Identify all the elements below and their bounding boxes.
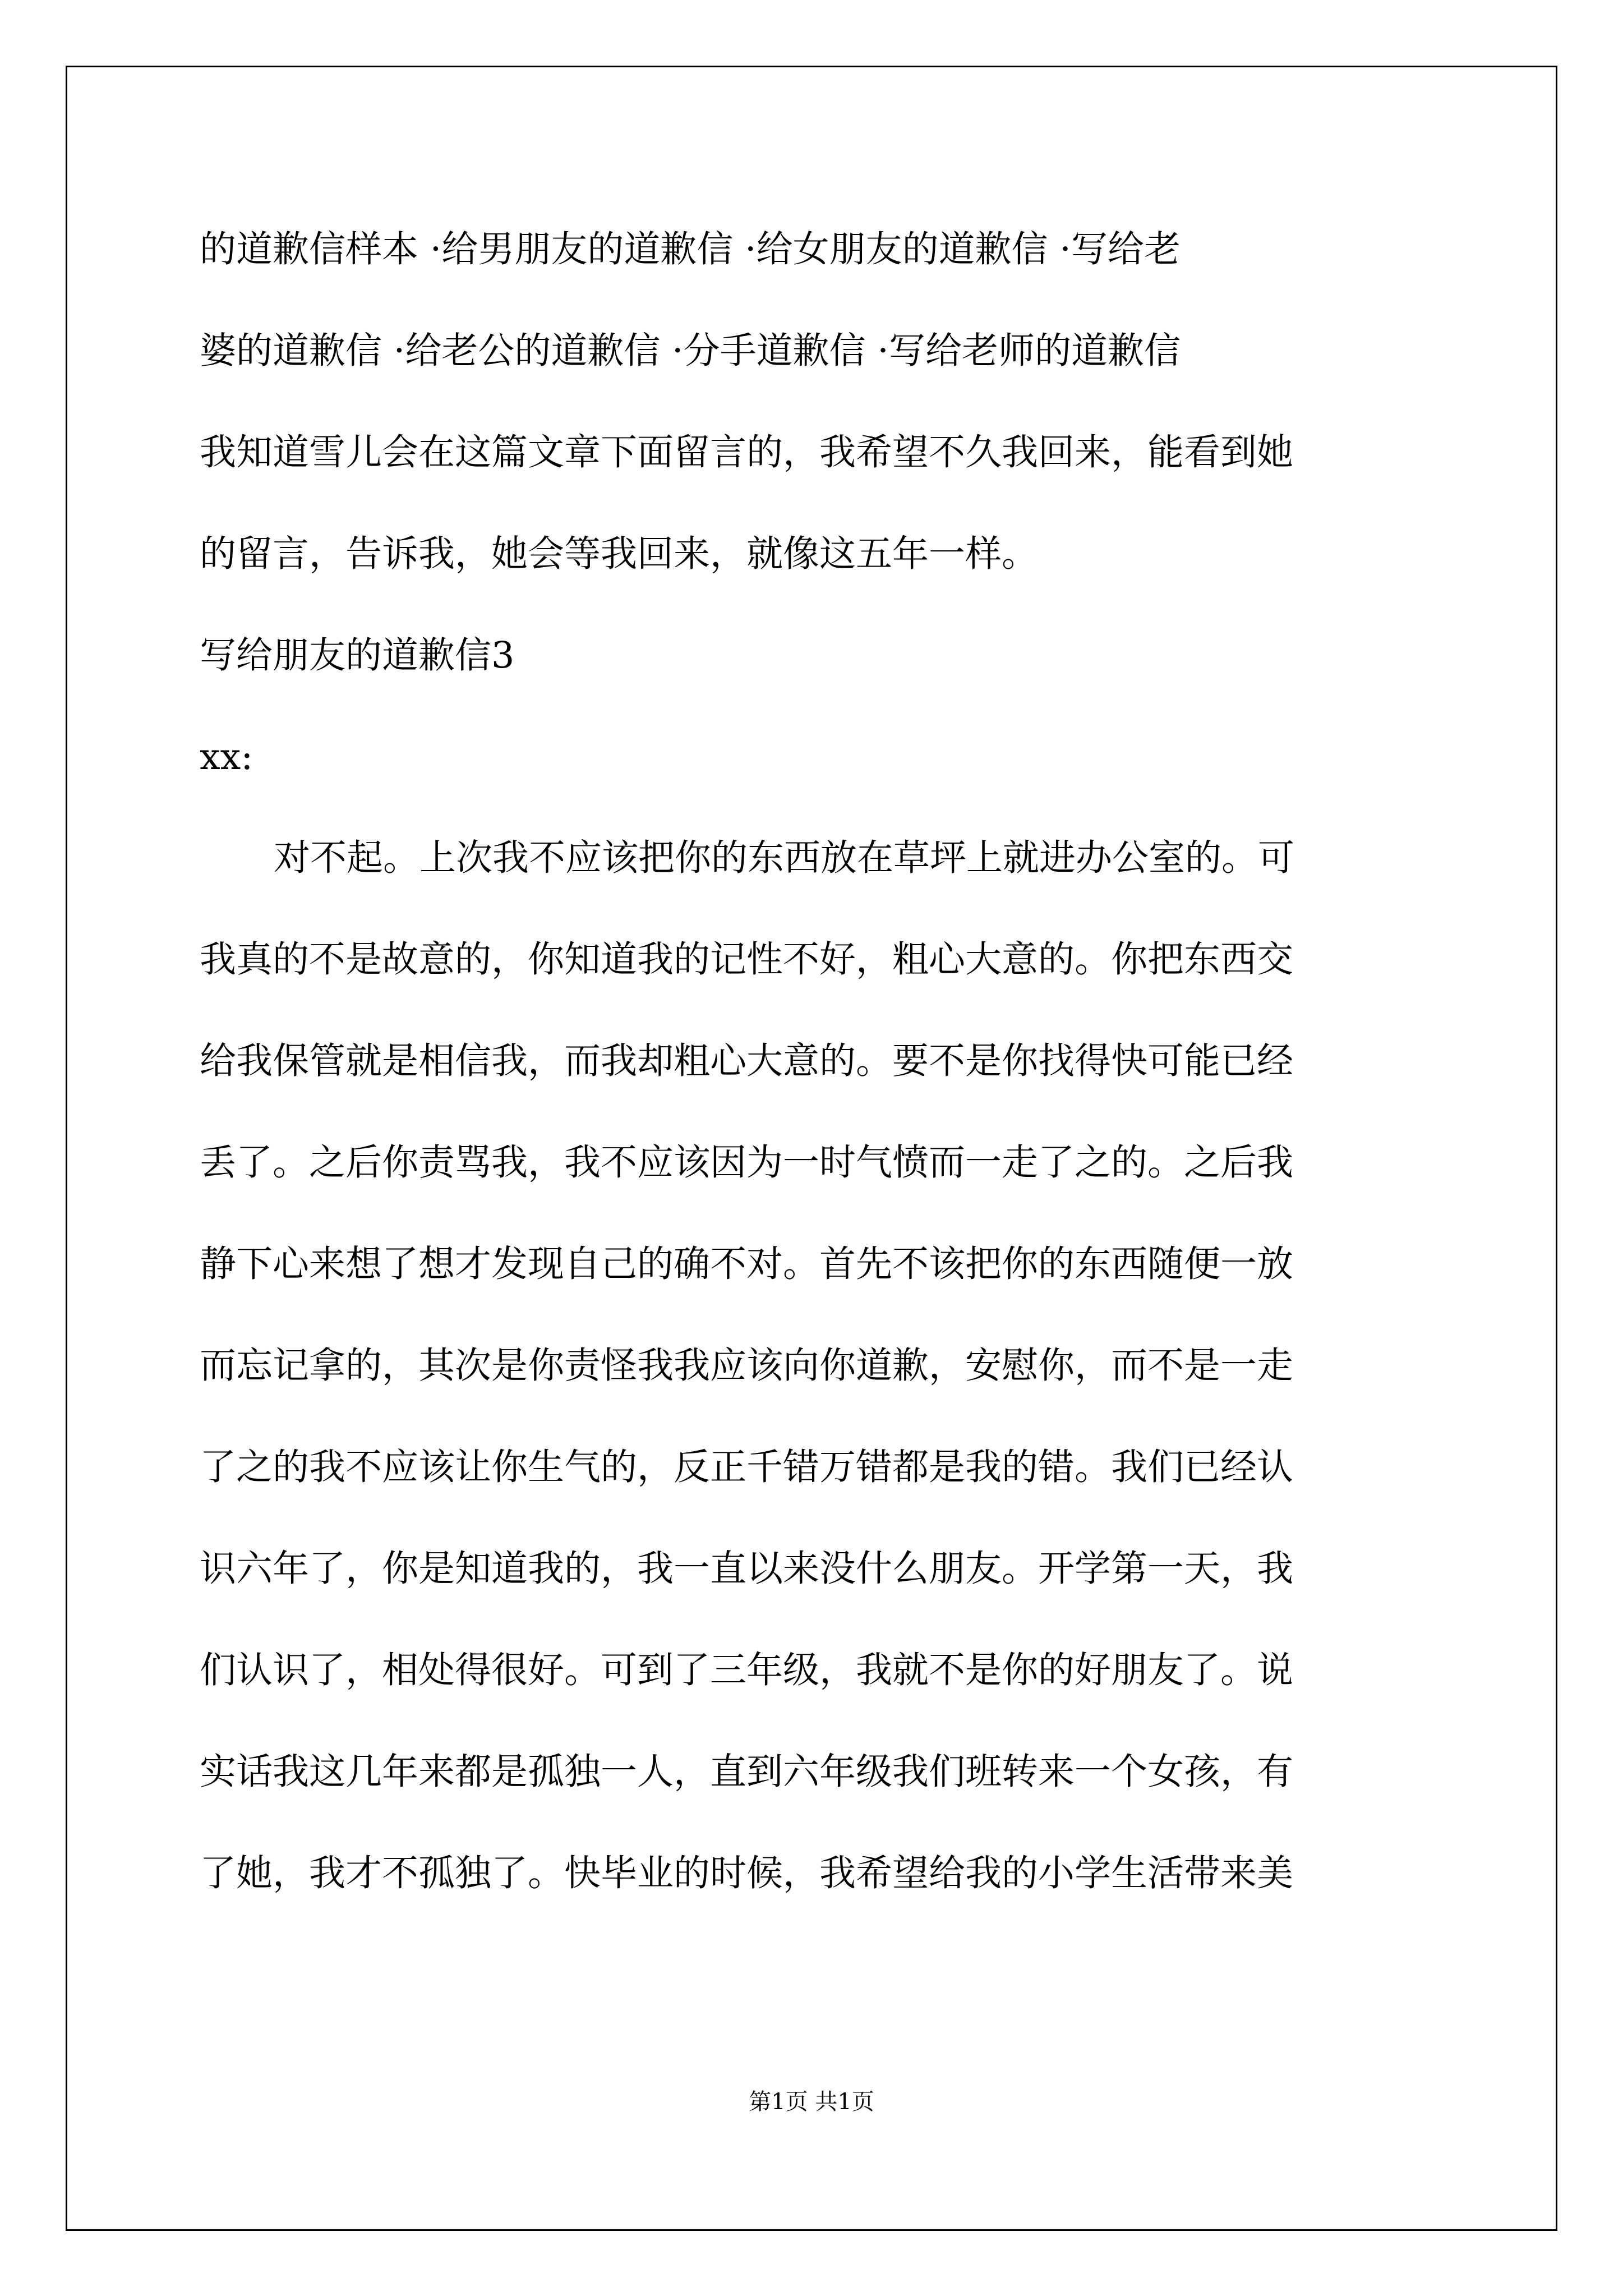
text-line-11: 静下心来想了想才发现自己的确不对。首先不该把你的东西随便一放 bbox=[200, 1243, 1294, 1285]
paragraph-first-line: 对不起。上次我不应该把你的东西放在草坪上就进办公室的。可 bbox=[274, 837, 1295, 879]
text-line-13: 了之的我不应该让你生气的，反正千错万错都是我的错。我们已经认 bbox=[200, 1446, 1294, 1488]
text-line-15: 们认识了，相处得很好。可到了三年级，我就不是你的好朋友了。说 bbox=[200, 1649, 1294, 1691]
text-line-4: 的留言，告诉我，她会等我回来，就像这五年一样。 bbox=[200, 533, 1039, 575]
text-line-10: 丢了。之后你责骂我，我不应该因为一时气愤而一走了之的。之后我 bbox=[200, 1142, 1294, 1184]
text-line-12: 而忘记拿的，其次是你责怪我我应该向你道歉，安慰你，而不是一走 bbox=[200, 1345, 1294, 1387]
salutation: xx: bbox=[200, 736, 253, 778]
text-line-9: 给我保管就是相信我，而我却粗心大意的。要不是你找得快可能已经 bbox=[200, 1040, 1294, 1082]
page-footer: 第1页 共1页 bbox=[749, 2089, 874, 2115]
section-title: 写给朋友的道歉信3 bbox=[200, 634, 515, 677]
text-line-2: 婆的道歉信 ·给老公的道歉信 ·分手道歉信 ·写给老师的道歉信 bbox=[200, 330, 1181, 372]
text-line-14: 识六年了，你是知道我的，我一直以来没什么朋友。开学第一天，我 bbox=[200, 1548, 1294, 1590]
text-line-17: 了她，我才不孤独了。快毕业的时候，我希望给我的小学生活带来美 bbox=[200, 1852, 1294, 1894]
text-line-1: 的道歉信样本 ·给男朋友的道歉信 ·给女朋友的道歉信 ·写给老 bbox=[200, 228, 1181, 270]
text-line-8: 我真的不是故意的，你知道我的记性不好，粗心大意的。你把东西交 bbox=[200, 938, 1294, 981]
text-line-16: 实话我这几年来都是孤独一人，直到六年级我们班转来一个女孩，有 bbox=[200, 1751, 1294, 1793]
text-line-3: 我知道雪儿会在这篇文章下面留言的，我希望不久我回来，能看到她 bbox=[200, 431, 1294, 473]
